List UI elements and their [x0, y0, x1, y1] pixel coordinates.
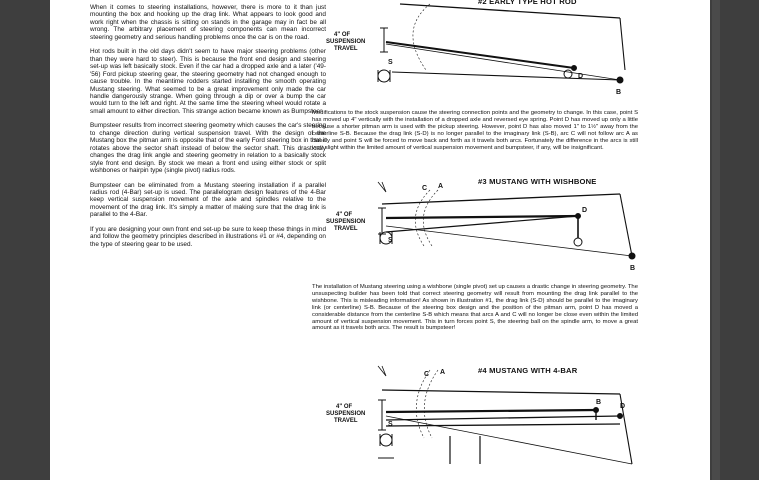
fig4-point-b — [594, 408, 599, 413]
viewer-scrollbar[interactable] — [712, 0, 720, 480]
fig4-travel-bracket — [378, 400, 386, 430]
fig2-frame-line — [400, 4, 620, 18]
document-page — [50, 0, 710, 480]
fig2-label-b: B — [616, 89, 622, 96]
fig3-point-d — [576, 214, 581, 219]
paragraph-5: If you are designing your own front end set-up be sure to keep these things in mind and follow the geometry principles described in illustrations #1 or #4, depending on the type of steering gear to be used. — [90, 225, 326, 248]
fig2-label-d: D — [578, 73, 584, 80]
fig2-label-s: S — [388, 59, 393, 66]
paragraph-2: Hot rods built in the old days didn't seem to have major steering problems (other than they were hard to steer). This is because the front end design and steering set-up was left basically stock. Even if the car had a dropped axle and a later ('49-'56) Ford pickup steering gear, the steering geometry had not changed enough to cause trouble. In the meantime rodders started installing the smooth operating Mustang steering. What seemed to be a great improvement only made the car handle dangerously strange. When going through a dip or over a bump the car would turn to the left and right. At the same time the steering wheel would rotate a small amount to either direction. This strange action became known as Bumpsteer. — [90, 48, 326, 115]
fig2-point-d — [572, 66, 577, 71]
paragraph-4: Bumpsteer can be eliminated from a Mustang steering installation if a parallel radius rod (4-Bar) set-up is used. The parallelogram design features of the 4-Bar keep vertical suspension movement of the axle and spindles relative to the movement of the drag link. It's simply a matter of making sure that the drag link is parallel to the 4-Bar. — [90, 181, 326, 219]
fig2-travel-line1: 4" OF — [334, 32, 351, 38]
figure-2-title: #2 EARLY TYPE HOT ROD — [478, 0, 577, 6]
fig3-drag-link — [386, 216, 578, 218]
body-text-column — [90, 4, 326, 255]
fig4-label-b: B — [596, 399, 602, 406]
fig3-travel-bracket — [378, 208, 386, 234]
fig3-label-a: A — [438, 183, 444, 190]
fig4-wheel-hub — [380, 434, 392, 446]
fig2-point-b — [617, 77, 623, 83]
fig4-travel-line3: TRAVEL — [334, 418, 358, 424]
fig3-frame-line — [382, 194, 620, 204]
fig4-label-s: S — [388, 421, 393, 428]
fig3-centerline — [386, 226, 632, 256]
fig4-4bar-upper — [386, 416, 620, 420]
fig2-travel-bracket — [380, 28, 388, 52]
figure-4-title: #4 MUSTANG WITH 4-BAR — [478, 366, 578, 375]
fig2-wheel-hub — [378, 70, 390, 82]
fig4-label-d: D — [620, 403, 626, 410]
fig4-label-a: A — [440, 369, 446, 376]
figure-4-diagram — [320, 354, 650, 480]
fig2-drag-link — [386, 42, 574, 68]
figure-2-diagram — [320, 0, 650, 105]
fig3-label-s: S — [388, 237, 393, 244]
fig3-travel-line2: SUSPENSION — [326, 219, 366, 225]
fig2-travel-line2: SUSPENSION — [326, 39, 366, 45]
fig3-travel-line3: TRAVEL — [334, 226, 358, 232]
fig3-label-c: C — [422, 185, 428, 192]
fig4-label-c: C — [424, 371, 430, 378]
figure-3-caption: The installation of Mustang steering using a wishbone (single pivot) set up causes a drastic change in steering geometry. The unsuspecting builder has been told that correct steering geometry will result from mounting the drag link parallel to the wishbone. This is misleading information! As shown in illustration #1, the drag link (S-D) should be parallel to the imaginary link (or centerline) S-B. Because of the steering box design and the position of the pitman arm, point D has moved a considerable distance from the centerline S-B which means that arcs A and C will no longer be close even within the limited amount of vertical suspension movement. This in turn forces point S, the steering ball on the spindle arm, to move a great amount as it travels both arcs. The result is bumpsteer! — [312, 284, 638, 332]
fig2-travel-line3: TRAVEL — [334, 46, 358, 52]
fig4-travel-line1: 4" OF — [336, 404, 353, 410]
fig3-label-d: D — [582, 207, 588, 214]
fig3-point-b — [629, 253, 635, 259]
fig4-point-d — [618, 414, 623, 419]
fig3-label-b: B — [630, 265, 636, 272]
fig2-arc — [413, 4, 430, 70]
paragraph-3: Bumpsteer results from incorrect steering geometry which causes the car's steering to change direction during vertical suspension travel. With the design of the Mustang box the pitman arm is opposite that of the early Ford steering box in that it rotates above the sector shaft instead of below the sector shaft. This drastically changes the drag link angle and steering geometry in relation to a basically stock style front end design. By stock we mean a front end using either stock or split wishbones or hairpin type (single pivot) radius rods. — [90, 122, 326, 175]
fig4-travel-line2: SUSPENSION — [326, 411, 366, 417]
fig4-frame-line — [382, 390, 620, 394]
fig4-4bar-lower — [386, 424, 620, 426]
fig4-centerline — [386, 416, 632, 464]
figure-3-title: #3 MUSTANG WITH WISHBONE — [478, 177, 597, 186]
paragraph-1: When it comes to steering installations, however, there is more to it than just mounting the box and hooking up the drag link. What appears to look good and work right when the chassis is sitting on stands in the garage may in fact be all wrong. The arbitrary placement of steering components can mean incorrect steering geometry and serious handling problems once the car is on the road. — [90, 4, 326, 41]
figure-2-caption: Modifications to the stock suspension cause the steering connection points and the geometry to change. In this case, point S has moved up 4" vertically with the installation of a dropped axle and reversed eye spring. Point D has moved up only a little because a shorter pitman arm is used with the pickup steering. However, point D has also moved 1" to 1½" away from the centerline S-B. Because the drag link (S-D) is no longer parallel to the imaginary link (S-B), arc C will not follow arc A as closely and point S will be forced to move back and forth as it travels both arcs. Fortunately the difference in the arcs is still very slight within the limited amount of vertical suspension movement and bumpsteer, if any, will be insignificant. — [312, 110, 638, 151]
fig3-travel-line1: 4" OF — [336, 212, 353, 218]
fig4-drag-link — [386, 410, 596, 412]
figure-3-diagram — [320, 176, 650, 276]
